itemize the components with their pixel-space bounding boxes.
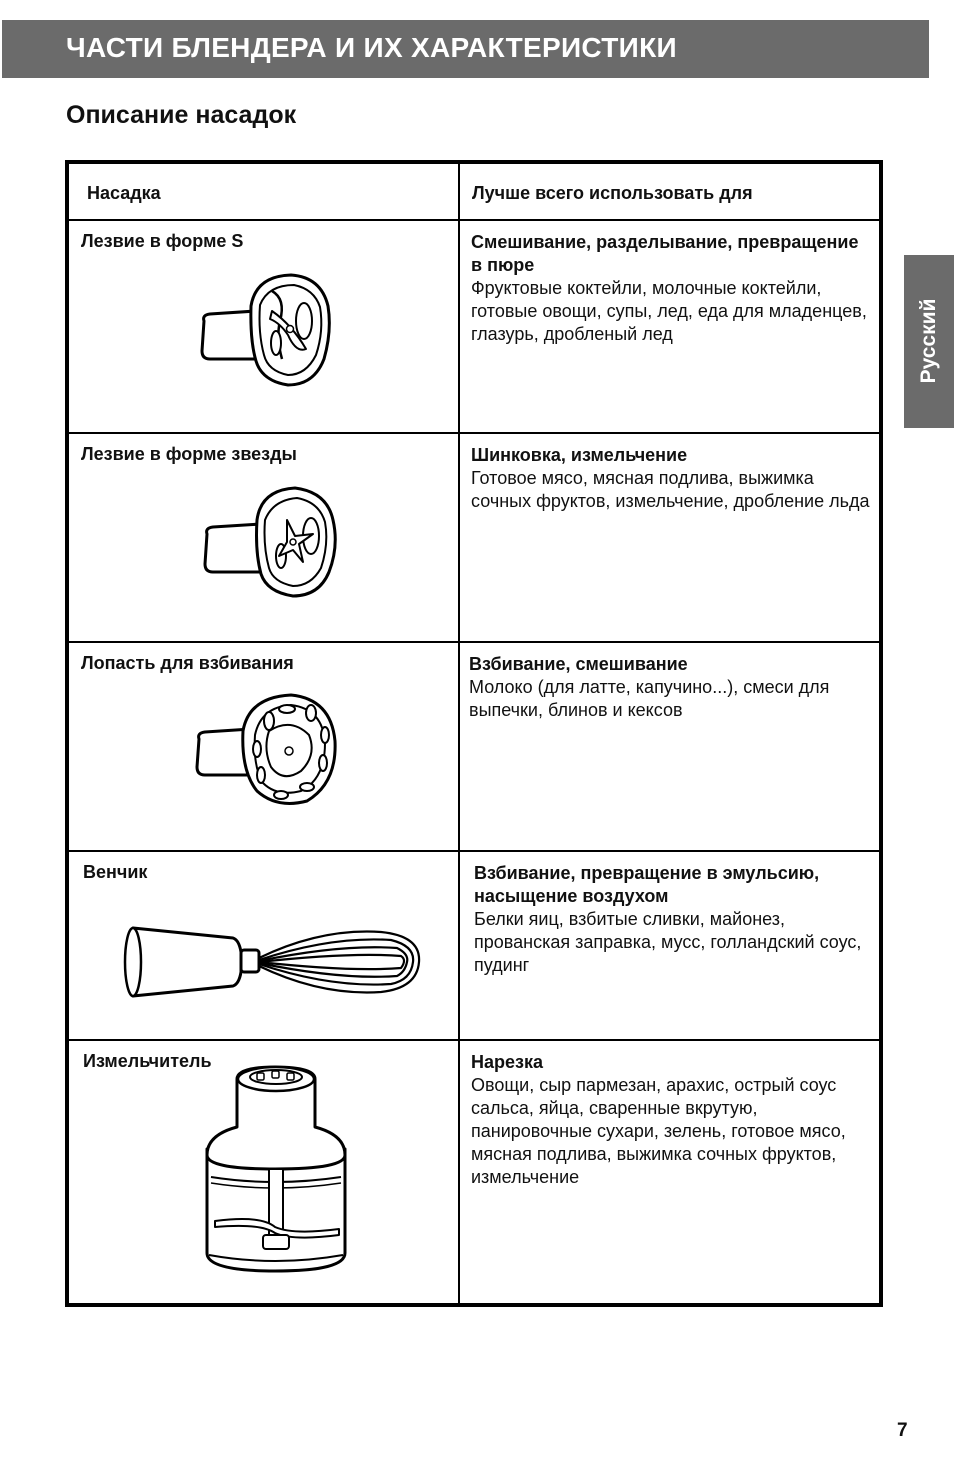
table-row [67,642,881,851]
star-blade-icon [199,482,344,602]
language-tab-label: Русский [917,298,940,384]
usage-description: Фруктовые коктейли, молочные коктейли, готовые овощи, супы, лед, еда для младенцев, глазурь, дробленый лед [471,278,867,345]
attachment-cell [67,851,459,1040]
s-blade-icon [196,271,336,391]
attachment-name: Лезвие в форме S [81,231,244,252]
column-header-attachment: Насадка [67,162,459,220]
usage-title: Нарезка [471,1052,543,1073]
table-header-row [67,162,881,220]
usage-title: Шинковка, измельчение [471,444,688,465]
attachment-cell [67,1040,459,1305]
usage-cell [459,1040,881,1305]
attachment-cell [67,642,459,851]
frother-blade-icon [191,691,341,809]
usage-title: Взбивание, превращение в эмульсию, насыщение воздухом [474,862,820,906]
page-number: 7 [897,1420,908,1441]
usage-cell [459,433,881,643]
attachment-cell [67,433,459,643]
attachments-table [65,160,883,1307]
section-banner [2,20,929,78]
usage-title: Взбивание, смешивание [469,654,688,675]
table-row [67,851,881,1040]
usage-description: Белки яиц, взбитые сливки, майонез, прованская заправка, мусс, голландский соус, пудинг [474,908,862,975]
column-header-best-use: Лучше всего использовать для [459,162,881,220]
table-row [67,1040,881,1305]
table-row [67,220,881,433]
chopper-icon [201,1059,351,1279]
usage-title: Смешивание, разделывание, превращение в пюре [471,232,859,276]
attachment-cell [67,220,459,433]
usage-cell [459,851,881,1040]
usage-description: Молоко (для латте, капучино...), смеси для выпечки, блинов и кексов [469,677,830,721]
usage-description: Готовое мясо, мясная подлива, выжимка сочных фруктов, измельчение, дробление льда [471,467,870,511]
whisk-icon [121,922,427,1002]
attachment-name: Венчик [83,861,148,882]
table-row [67,433,881,643]
usage-cell [459,642,881,851]
attachment-name: Лопасть для взбивания [81,653,294,674]
usage-cell [459,220,881,433]
page-subtitle: Описание насадок [66,101,297,129]
language-tab [904,255,954,428]
usage-description: Овощи, сыр пармезан, арахис, острый соус сальса, яйца, сваренные вкрутую, панировочные сухари, зелень, готовое мясо, мясная подлива, выжимка сочных фруктов, измельчение [471,1075,846,1188]
attachment-name: Лезвие в форме звезды [81,443,297,464]
banner-title: ЧАСТИ БЛЕНДЕРА И ИХ ХАРАКТЕРИСТИКИ [66,32,677,63]
attachment-name: Измельчитель [83,1051,212,1072]
